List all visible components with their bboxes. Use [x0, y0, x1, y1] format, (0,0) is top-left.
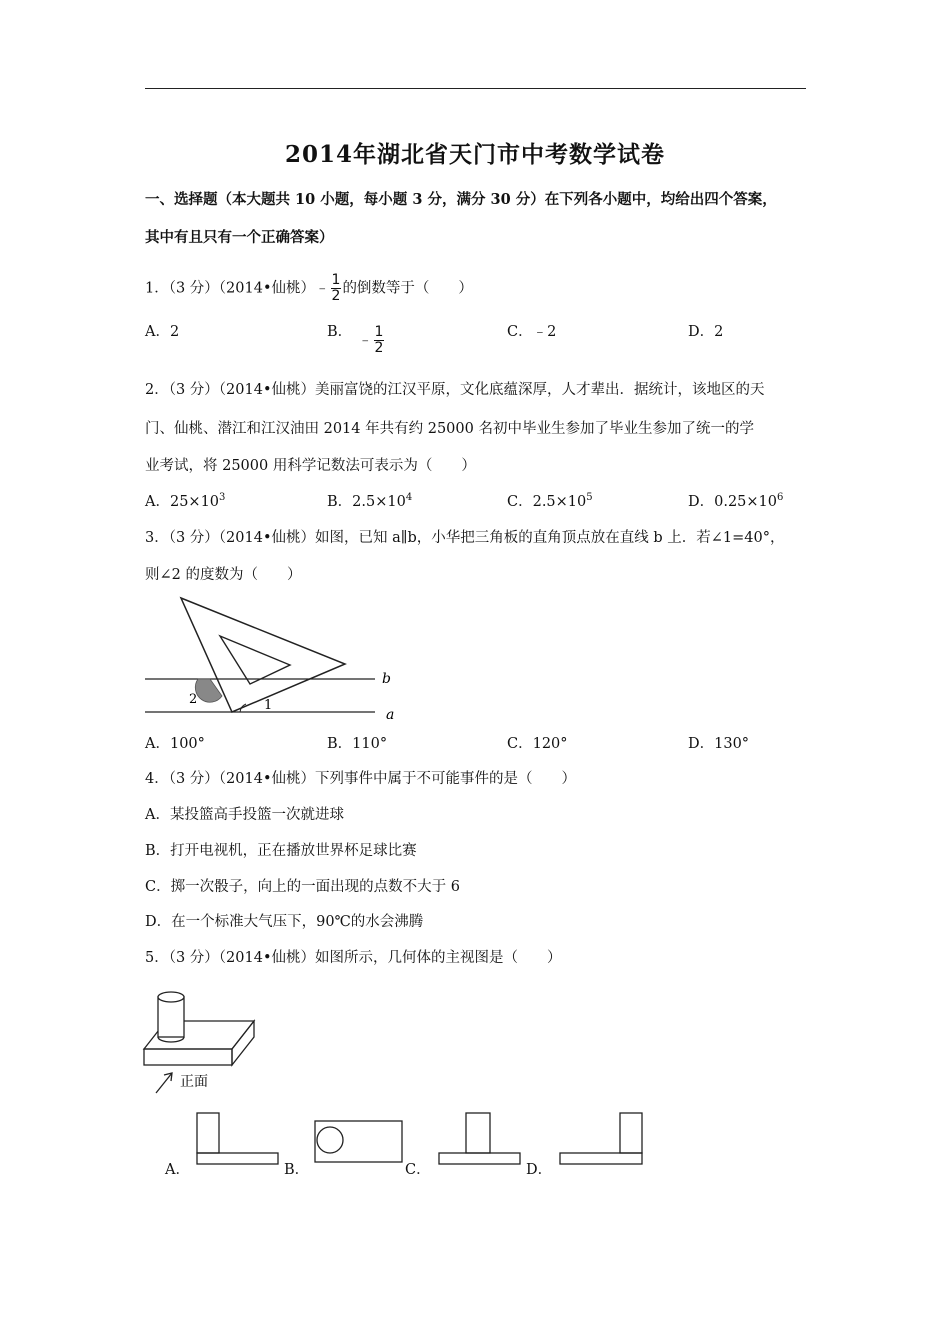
q1-option-b-minus: ﹣ — [358, 332, 373, 349]
label-b: b — [382, 671, 391, 687]
q4-option-a: A．某投篮高手投篮一次就进球 — [145, 807, 344, 823]
q4-option-b: B．打开电视机，正在播放世界杯足球比赛 — [145, 843, 417, 859]
label-2: 2 — [189, 692, 198, 707]
q1-option-b — [327, 322, 352, 342]
q1-frac-den: 2 — [331, 288, 341, 304]
q2-option-a — [145, 492, 225, 512]
q3-option-a: A．100° — [145, 736, 205, 752]
q5-option-d-label: D． — [526, 1162, 553, 1178]
q5-option-b-figure — [314, 1120, 404, 1164]
q4-stem: 4．（3 分）（2014•仙桃）下列事件中属于不可能事件的是（ ） — [145, 771, 577, 787]
q1-option-b-frac — [374, 325, 385, 356]
q2-option-b — [327, 492, 412, 512]
q2-option-c-base: C．2.5×10 — [507, 494, 587, 510]
q1-stem — [145, 273, 473, 304]
q5-option-a-label: A． — [165, 1162, 190, 1178]
q1-frac-num: 1 — [331, 272, 341, 288]
q1-option-c: C．﹣2 — [507, 324, 557, 340]
triangle-ruler-inner — [220, 636, 290, 684]
cylinder-top — [158, 992, 184, 1002]
q1-option-b-num: 1 — [374, 324, 384, 340]
q2-option-b-exp: 4 — [405, 492, 413, 504]
q2-option-d-base: D．0.25×10 — [688, 494, 778, 510]
front-arrow — [156, 1073, 172, 1093]
q5-option-a-figure — [196, 1112, 280, 1166]
section-heading-line1: 一、选择题（本大题共 10 小题，每小题 3 分，满分 30 分）在下列各小题中，均给出四个答案， — [145, 191, 777, 208]
header-rule — [145, 88, 806, 89]
q1-option-b-den: 2 — [374, 340, 384, 356]
q3-option-c: C．120° — [507, 736, 568, 752]
q1-option-b-label: B． — [327, 324, 353, 340]
q2-option-c — [507, 492, 593, 512]
q5-option-d-figure — [559, 1112, 645, 1166]
page-title: 2014年湖北省天门市中考数学试卷 — [284, 141, 665, 168]
q5-solid-figure — [140, 985, 270, 1097]
label-a: a — [386, 707, 395, 723]
q2-option-b-base: B．2.5×10 — [327, 494, 406, 510]
q2-line3: 业考试，将 25000 用科学记数法可表示为（ ） — [145, 458, 476, 474]
q1-option-d: D．2 — [688, 324, 724, 340]
q3-figure — [140, 592, 410, 727]
q5-stem: 5．（3 分）（2014•仙桃）如图所示，几何体的主视图是（ ） — [145, 950, 562, 966]
label-1: 1 — [264, 698, 273, 713]
q4-option-d: D．在一个标准大气压下，90℃的水会沸腾 — [145, 914, 424, 930]
q2-option-a-base: A．25×10 — [145, 494, 220, 510]
q3-option-d: D．130° — [688, 736, 750, 752]
slab-front — [144, 1049, 232, 1065]
q5-option-b-label: B． — [284, 1162, 310, 1178]
front-label: 正面 — [180, 1074, 208, 1090]
q5-option-c-figure — [438, 1112, 522, 1166]
q2-option-d-exp: 6 — [777, 492, 784, 504]
q5-option-c-label: C． — [405, 1162, 431, 1178]
cylinder-body — [158, 997, 184, 1037]
slab-side — [232, 1021, 254, 1065]
q1-suffix: 的倒数等于（ ） — [342, 280, 473, 297]
q1-prefix: 1．（3 分）（2014•仙桃）﹣ — [145, 280, 330, 297]
q1-option-b-fraction — [358, 325, 385, 356]
cylinder-base-curve — [158, 1037, 184, 1042]
q3-option-b: B．110° — [327, 736, 388, 752]
q2-option-d — [688, 492, 783, 512]
section-heading-line2: 其中有且只有一个正确答案） — [145, 229, 334, 246]
q3-line1: 3．（3 分）（2014•仙桃）如图，已知 a∥b，小华把三角板的直角顶点放在直线 b 上．若∠1=40°， — [145, 530, 785, 546]
q2-line1: 2．（3 分）（2014•仙桃）美丽富饶的江汉平原，文化底蕴深厚，人才辈出．据统计，该地区的天 — [145, 382, 765, 398]
q2-option-a-exp: 3 — [219, 492, 226, 504]
q1-fraction — [331, 273, 342, 304]
q3-line2: 则∠2 的度数为（ ） — [145, 567, 302, 583]
q2-option-c-exp: 5 — [586, 492, 593, 504]
q1-option-a: A．2 — [145, 324, 180, 340]
q2-line2: 门、仙桃、潜江和江汉油田 2014 年共有约 25000 名初中毕业生参加了毕业生参加了统一的学 — [145, 421, 754, 437]
q4-option-c: C．掷一次骰子，向上的一面出现的点数不大于 6 — [145, 879, 460, 895]
